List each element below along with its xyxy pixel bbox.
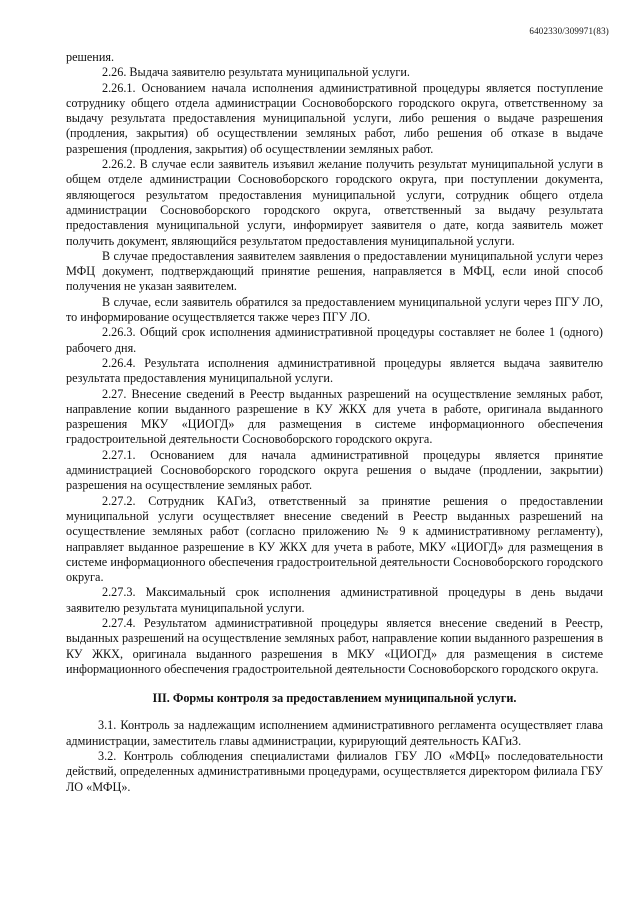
- document-id: 6402330/309971(83): [529, 26, 609, 36]
- section-title: III. Формы контроля за предоставлением муниципальной услуги.: [152, 691, 517, 706]
- paragraph: 2.27.1. Основанием для начала административной процедуры является принятие администрацией Сосновоборского городского округа решения о выдаче (продлении, закрытии) разрешения на осуществление земляных работ.: [66, 447, 603, 493]
- paragraph: 2.27. Внесение сведений в Реестр выданных разрешений на осуществление земляных работ, направление копии выданного разрешение в КУ ЖКХ для учета в работе, оригинала выданного разрешения МКУ «ЦИОГД» для размещения в системе информационного обеспечения градостроительной деятельности Сосновоборского городского округа.: [66, 386, 603, 447]
- paragraph: В случае предоставления заявителем заявления о предоставлении муниципальной услуги через МФЦ документ, подтверждающий принятие решения, направляется в МФЦ, если иной способ получения не указан заявителем.: [66, 248, 603, 294]
- paragraph: 2.26.1. Основанием начала исполнения административной процедуры является поступление сотруднику общего отдела администрации Сосновоборского городского округа, ответственному за выдачу результата предоставления муниципальной услуги, либо решения о выдаче разрешения (продления, закрытия) об осуществлении земляных работ, либо решения об отказе в выдаче разрешения (продления, закрытия) об осуществлении земляных работ.: [66, 80, 603, 156]
- paragraph: В случае, если заявитель обратился за предоставлением муниципальной услуги через ПГУ ЛО, то информирование осуществляется также через ПГУ ЛО.: [66, 294, 603, 325]
- paragraph: 3.2. Контроль соблюдения специалистами филиалов ГБУ ЛО «МФЦ» последовательности действий, определенных административными процедурами, осуществляется директором филиала ГБУ ЛО «МФЦ».: [66, 749, 603, 794]
- document-body: [66, 50, 603, 795]
- paragraph: 2.26.2. В случае если заявитель изъявил желание получить результат муниципальной услуги в общем отделе администрации Сосновоборского городского округа, при поступлении документа, являющегося результатом предоставления муниципальной услуги, сотрудник общего отдела администрации Сосновоборского городского округа, ответственный за выдачу результата предоставления муниципальной услуги, информирует заявителя о дате, когда заявитель может получить документ, являющийся результатом предоставления муниципальной услуги.: [66, 157, 603, 248]
- paragraph: 2.27.4. Результатом административной процедуры является внесение сведений в Реестр, выданных разрешений на осуществление земляных работ, направление копии выданного разрешения в КУ ЖКХ, оригинала выданного разрешения в МКУ «ЦИОГД» для размещения в системе информационного обеспечения градостроительной деятельности Сосновоборского городского округа.: [66, 615, 603, 676]
- paragraph: решения.: [66, 50, 114, 64]
- paragraph: 2.26.3. Общий срок исполнения административной процедуры составляет не более 1 (одного) рабочего дня.: [66, 325, 603, 355]
- paragraph: 2.26.4. Результата исполнения административной процедуры является выдача заявителю результата предоставления муниципальной услуги.: [66, 355, 603, 386]
- paragraph: 2.26. Выдача заявителю результата муниципальной услуги.: [102, 65, 410, 80]
- paragraph: 3.1. Контроль за надлежащим исполнением административного регламента осуществляет глава администрации, заместитель главы администрации, курирующий деятельность КАГиЗ.: [66, 718, 603, 748]
- paragraph: 2.27.3. Максимальный срок исполнения административной процедуры в день выдачи заявителю результата муниципальной услуги.: [66, 585, 603, 615]
- paragraph: 2.27.2. Сотрудник КАГиЗ, ответственный за принятие решения о предоставлении муниципальной услуги осуществляет внесение сведений в Реестр выданных разрешений на осуществление земляных работ (согласно приложению № 9 к административному регламенту), направляет выданное разрешение в КУ ЖКХ для учета в работе, МКУ «ЦИОГД» для размещения в системе информационного обеспечения градостроительной деятельности Сосновоборского городского округа.: [66, 493, 603, 585]
